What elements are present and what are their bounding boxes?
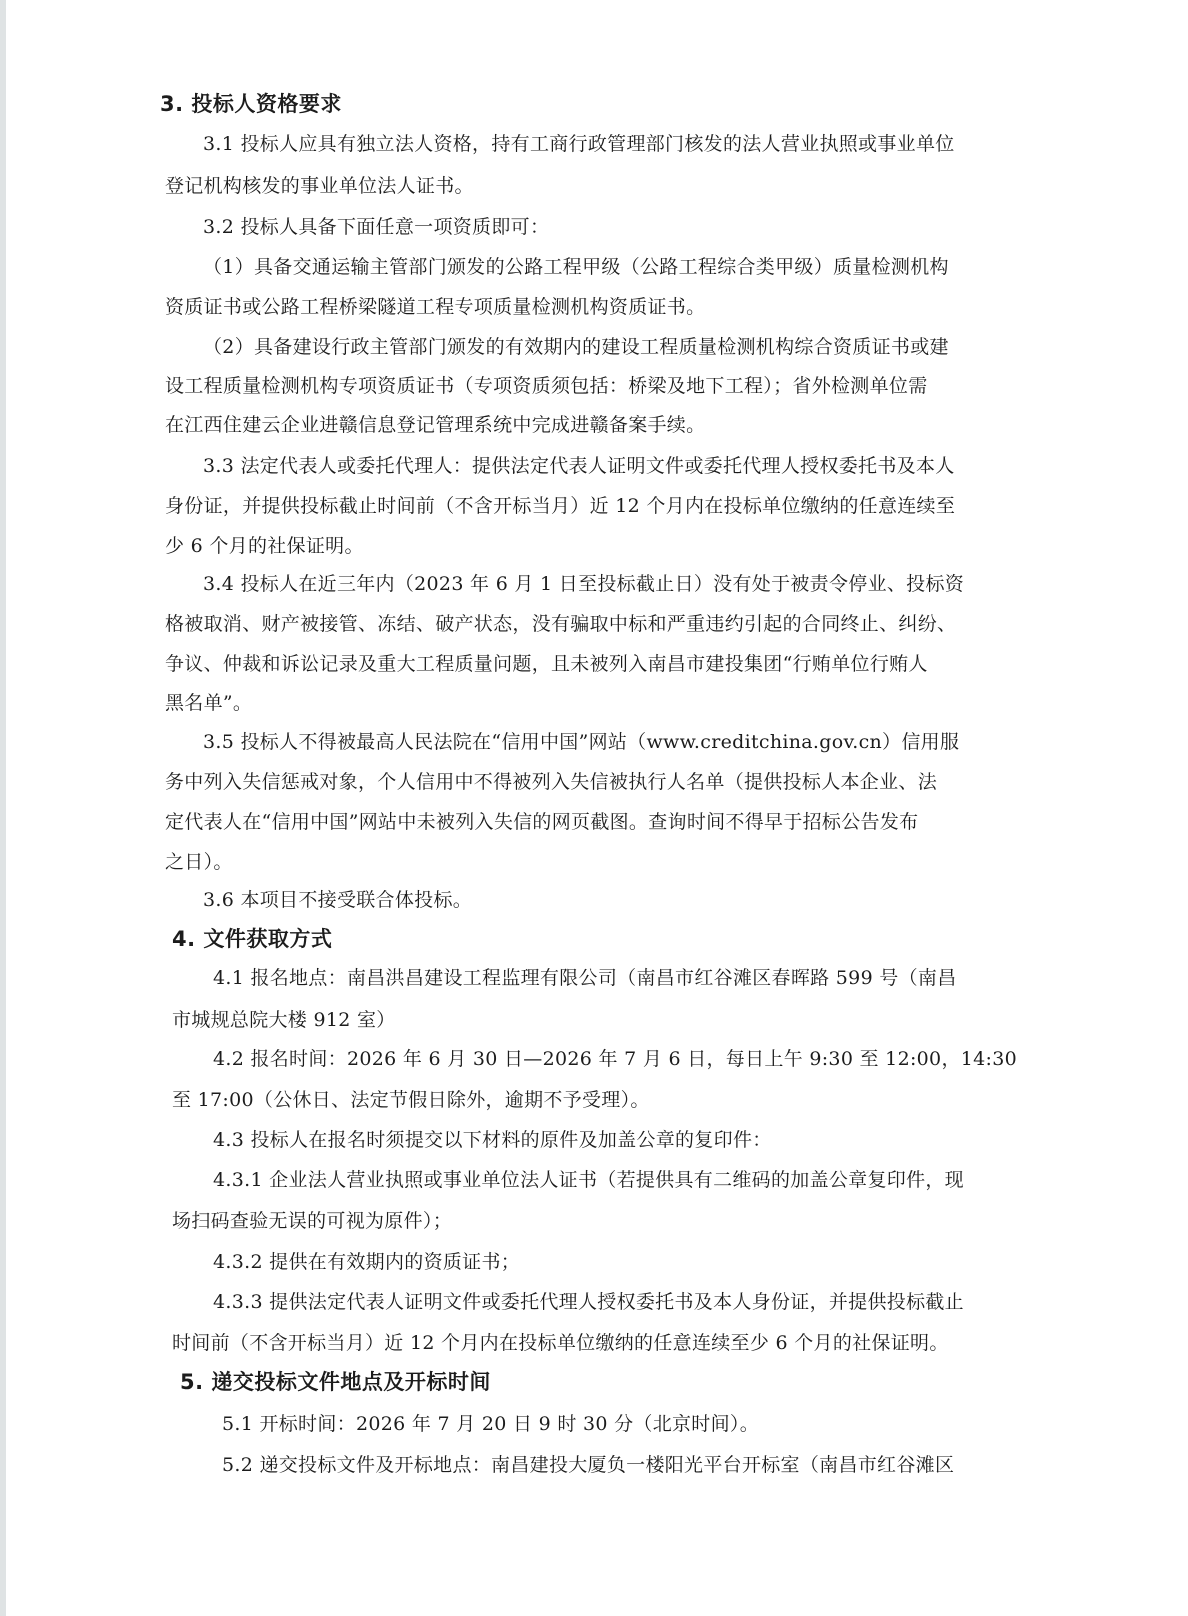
para-3-1-line-1: 3.1 投标人应具有独立法人资格，持有工商行政管理部门核发的法人营业执照或事业单位 bbox=[203, 133, 955, 155]
para-4-3-3-line-2: 时间前（不含开标当月）近 12 个月内在投标单位缴纳的任意连续至少 6 个月的社保证明。 bbox=[172, 1332, 949, 1354]
para-3-4-line-3: 争议、仲裁和诉讼记录及重大工程质量问题，且未被列入南昌市建投集团“行贿单位行贿人 bbox=[165, 653, 928, 675]
para-3-4-line-2: 格被取消、财产被接管、冻结、破产状态，没有骗取中标和严重违约引起的合同终止、纠纷、 bbox=[165, 613, 957, 635]
para-4-3-3-line-1: 4.3.3 提供法定代表人证明文件或委托代理人授权委托书及本人身份证，并提供投标截止 bbox=[213, 1291, 964, 1313]
para-3-2-item-2-line-1: （2）具备建设行政主管部门颁发的有效期内的建设工程质量检测机构综合资质证书或建 bbox=[203, 336, 949, 358]
para-3-5-line-1: 3.5 投标人不得被最高人民法院在“信用中国”网站（www.creditchina.gov.cn）信用服 bbox=[203, 731, 960, 753]
para-4-3-1-line-1: 4.3.1 企业法人营业执照或事业单位法人证书（若提供具有二维码的加盖公章复印件，现 bbox=[213, 1169, 964, 1191]
para-4-1-line-2: 市城规总院大楼 912 室） bbox=[172, 1009, 396, 1031]
para-3-2-item-2-line-2: 设工程质量检测机构专项资质证书（专项资质须包括：桥梁及地下工程）；省外检测单位需 bbox=[165, 375, 928, 397]
para-5-1: 5.1 开标时间：2026 年 7 月 20 日 9 时 30 分（北京时间）。 bbox=[222, 1413, 759, 1435]
section-3-heading: 3. 投标人资格要求 bbox=[160, 92, 342, 116]
para-3-3-line-2: 身份证，并提供投标截止时间前（不含开标当月）近 12 个月内在投标单位缴纳的任意连续至 bbox=[165, 495, 956, 517]
para-3-6: 3.6 本项目不接受联合体投标。 bbox=[203, 889, 473, 911]
para-3-2-item-1-line-2: 资质证书或公路工程桥梁隧道工程专项质量检测机构资质证书。 bbox=[165, 296, 706, 318]
para-3-4-line-1: 3.4 投标人在近三年内（2023 年 6 月 1 日至投标截止日）没有处于被责令停业、投标资 bbox=[203, 573, 965, 595]
para-4-2-line-2: 至 17:00（公休日、法定节假日除外，逾期不予受理）。 bbox=[172, 1089, 650, 1111]
para-4-3-2: 4.3.2 提供在有效期内的资质证书； bbox=[213, 1251, 521, 1273]
para-3-3-line-1: 3.3 法定代表人或委托代理人：提供法定代表人证明文件或委托代理人授权委托书及本人 bbox=[203, 455, 955, 477]
para-3-2-item-1-line-1: （1）具备交通运输主管部门颁发的公路工程甲级（公路工程综合类甲级）质量检测机构 bbox=[203, 256, 949, 278]
para-3-5-line-3: 定代表人在“信用中国”网站中未被列入失信的网页截图。查询时间不得早于招标公告发布 bbox=[165, 811, 919, 833]
section-4-heading: 4. 文件获取方式 bbox=[172, 927, 333, 951]
para-3-5-line-2: 务中列入失信惩戒对象，个人信用中不得被列入失信被执行人名单（提供投标人本企业、法 bbox=[165, 771, 938, 793]
para-4-2-line-1: 4.2 报名时间：2026 年 6 月 30 日—2026 年 7 月 6 日，每日上午 9:30 至 12:00，14:30 bbox=[213, 1048, 1017, 1070]
para-3-3-line-3: 少 6 个月的社保证明。 bbox=[165, 535, 364, 557]
section-5-heading: 5. 递交投标文件地点及开标时间 bbox=[180, 1370, 491, 1394]
para-3-1-line-2: 登记机构核发的事业单位法人证书。 bbox=[165, 175, 474, 197]
para-5-2-line-1: 5.2 递交投标文件及开标地点：南昌建投大厦负一楼阳光平台开标室（南昌市红谷滩区 bbox=[222, 1454, 955, 1476]
para-4-3: 4.3 投标人在报名时须提交以下材料的原件及加盖公章的复印件： bbox=[213, 1129, 772, 1151]
para-4-3-1-line-2: 场扫码查验无误的可视为原件）； bbox=[172, 1210, 453, 1232]
para-3-4-line-4: 黑名单”。 bbox=[165, 692, 253, 714]
para-3-2-item-2-line-3: 在江西住建云企业进赣信息登记管理系统中完成进赣备案手续。 bbox=[165, 414, 706, 436]
para-4-1-line-1: 4.1 报名地点：南昌洪昌建设工程监理有限公司（南昌市红谷滩区春晖路 599 号（南昌 bbox=[213, 967, 957, 989]
para-3-5-line-4: 之日）。 bbox=[165, 851, 233, 873]
para-3-2: 3.2 投标人具备下面任意一项资质即可： bbox=[203, 216, 550, 238]
